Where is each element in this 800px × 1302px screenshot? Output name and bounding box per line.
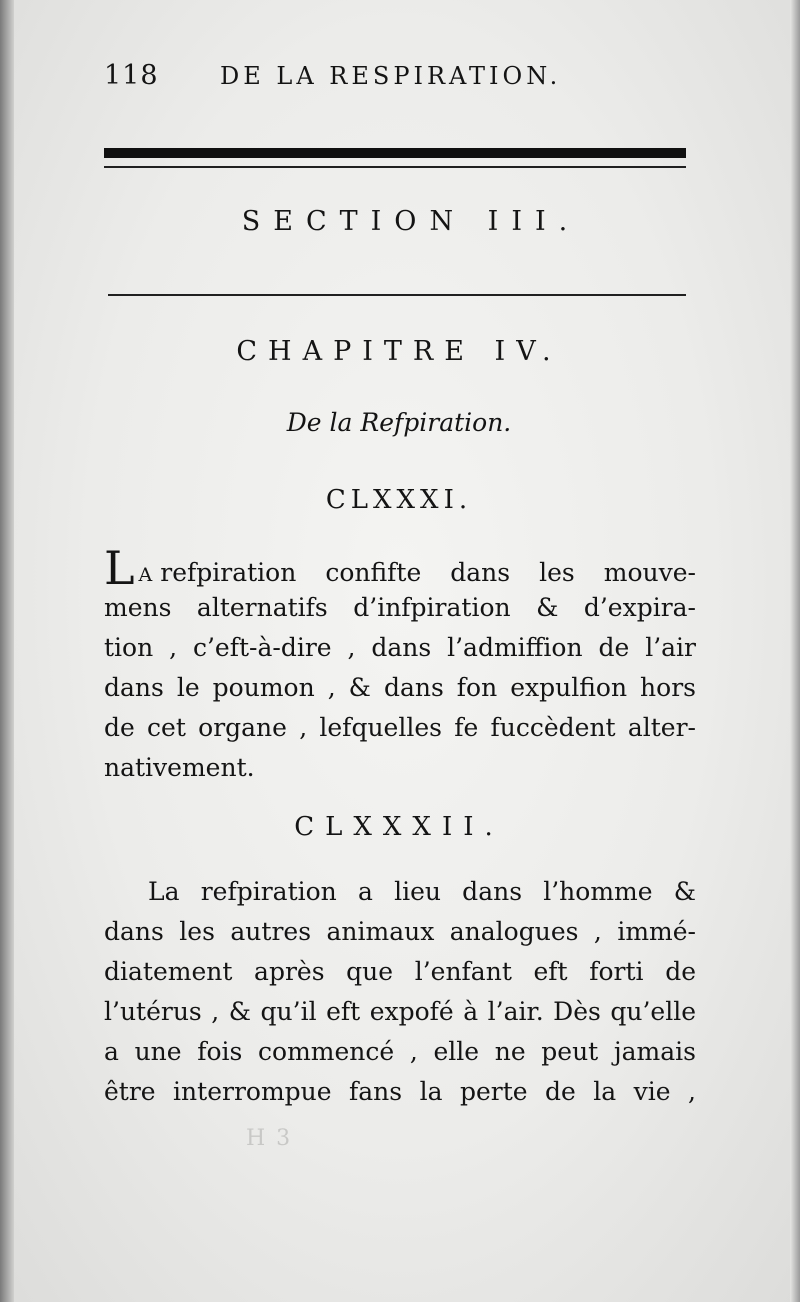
chapter-title: CHAPITRE IV. bbox=[236, 336, 562, 367]
paragraph-2-line-4: l’utérus , & qu’il eft expofé à l’air. Dès qu’elle bbox=[104, 997, 696, 1026]
header-rule-thick bbox=[104, 148, 686, 158]
page-number: 118 bbox=[104, 60, 159, 91]
paragraph-heading-2: CLXXXII. bbox=[294, 812, 504, 842]
header-rule-thin bbox=[104, 166, 686, 168]
paragraph-1-line-6: nativement. bbox=[104, 753, 255, 782]
paragraph-2-line-2: dans les autres animaux analogues , immé- bbox=[104, 917, 696, 946]
drop-cap: L bbox=[104, 541, 135, 595]
running-head: DE LA RESPIRATION. bbox=[220, 62, 562, 90]
text-line: refpiration confifte dans les mouve- bbox=[160, 558, 696, 587]
paragraph-2-line-5: a une fois commencé , elle ne peut jamais bbox=[104, 1037, 696, 1066]
section-rule bbox=[108, 294, 686, 296]
paragraph-2-line-1: La refpiration a lieu dans l’homme & bbox=[148, 877, 696, 906]
paragraph-1-line-1 bbox=[104, 541, 696, 595]
paragraph-2-line-3: diatement après que l’enfant eft forti de bbox=[104, 957, 696, 986]
page-edge-right bbox=[790, 0, 800, 1302]
paragraph-2-line-6: être interrompue fans la perte de la vie , bbox=[104, 1077, 696, 1106]
page-edge-left bbox=[0, 0, 14, 1302]
paragraph-1-line-5: de cet organe , lefquelles fe fuccèdent alter- bbox=[104, 713, 696, 742]
paragraph-heading-1: CLXXXI. bbox=[325, 485, 473, 515]
paragraph-1-line-2: mens alternatifs d’infpiration & d’expira- bbox=[104, 593, 696, 622]
page-header bbox=[104, 60, 694, 96]
chapter-subtitle: De la Refpiration. bbox=[286, 408, 512, 437]
paragraph-1-line-4: dans le poumon , & dans fon expulfion hors bbox=[104, 673, 696, 702]
section-title: SECTION III. bbox=[241, 206, 581, 237]
drop-cap-continuation: A bbox=[138, 564, 153, 586]
signature-mark: H 3 bbox=[246, 1126, 293, 1151]
paragraph-1-line-3: tion , c’eft-à-dire , dans l’admiffion de l’air bbox=[104, 633, 696, 662]
